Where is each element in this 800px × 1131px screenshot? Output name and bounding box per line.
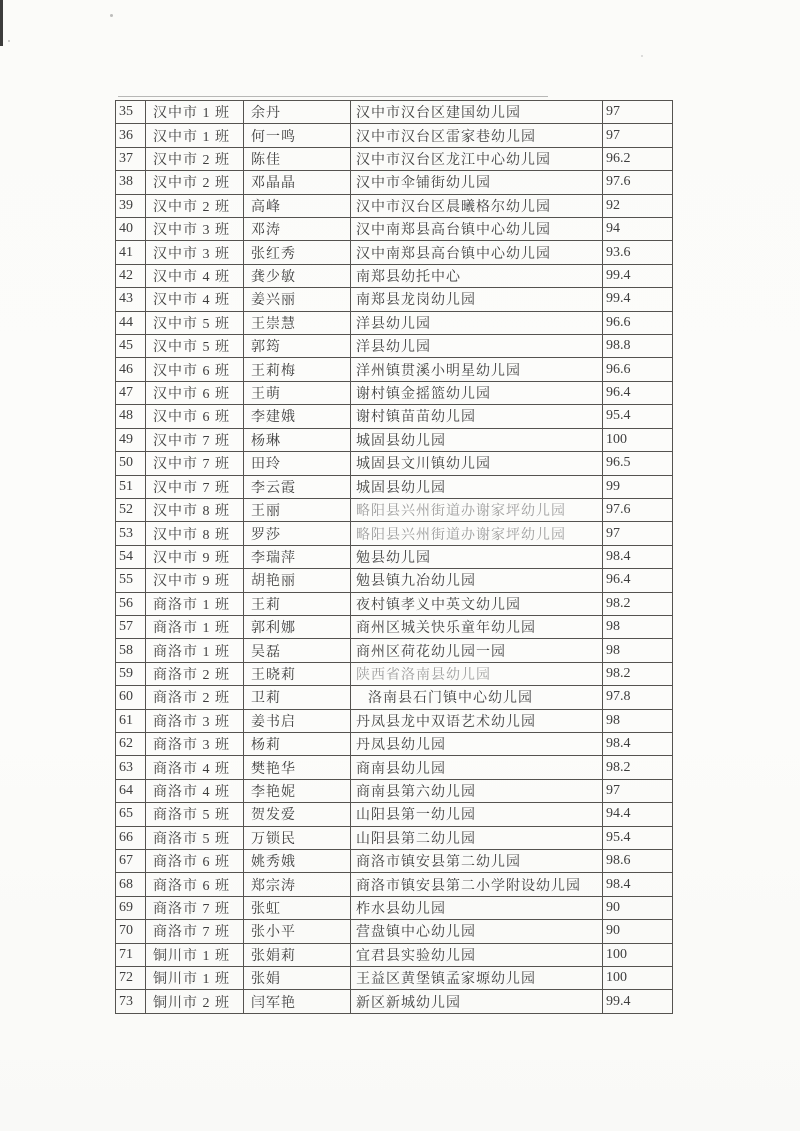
cell-no: 52: [116, 498, 146, 521]
cell-school: 商南县第六幼儿园: [351, 779, 603, 802]
cell-name: 田玲: [244, 452, 351, 475]
table-row: [116, 639, 673, 662]
table-row: [116, 264, 673, 287]
cell-school: 南郑县龙岗幼儿园: [351, 288, 603, 311]
cell-no: 47: [116, 381, 146, 404]
cell-school: 洋州镇贯溪小明星幼儿园: [351, 358, 603, 381]
table-row: [116, 428, 673, 451]
table-row: [116, 218, 673, 241]
cell-class: 汉中市 2 班: [146, 194, 244, 217]
cell-school: 汉中市伞铺街幼儿园: [351, 171, 603, 194]
cell-no: 50: [116, 452, 146, 475]
cell-name: 高峰: [244, 194, 351, 217]
cell-school: 汉中市汉台区建国幼儿园: [351, 101, 603, 124]
table-row: [116, 498, 673, 521]
table-row: [116, 522, 673, 545]
table-body: [116, 101, 673, 1014]
cell-no: 64: [116, 779, 146, 802]
cell-name: 姜书启: [244, 709, 351, 732]
cell-school: 商州区荷花幼儿园一园: [351, 639, 603, 662]
cell-school: 略阳县兴州街道办谢家坪幼儿园: [351, 498, 603, 521]
scan-speck: [110, 14, 113, 17]
table-row: [116, 358, 673, 381]
cell-score: 96.4: [603, 569, 673, 592]
cell-score: 96.2: [603, 147, 673, 170]
table-row: [116, 101, 673, 124]
cell-no: 55: [116, 569, 146, 592]
cell-school: 丹凤县幼儿园: [351, 732, 603, 755]
cell-name: 郭利娜: [244, 615, 351, 638]
table-row: [116, 662, 673, 685]
cell-school: 山阳县第二幼儿园: [351, 826, 603, 849]
cell-class: 商洛市 5 班: [146, 803, 244, 826]
cell-name: 樊艳华: [244, 756, 351, 779]
scan-speck: [641, 55, 643, 57]
table-row: [116, 311, 673, 334]
cell-score: 98.2: [603, 592, 673, 615]
cell-name: 王莉: [244, 592, 351, 615]
table-row: [116, 405, 673, 428]
cell-class: 汉中市 5 班: [146, 311, 244, 334]
cell-class: 汉中市 6 班: [146, 405, 244, 428]
cell-score: 99.4: [603, 990, 673, 1014]
cell-class: 商洛市 6 班: [146, 873, 244, 896]
cell-class: 汉中市 4 班: [146, 264, 244, 287]
cell-score: 90: [603, 920, 673, 943]
cell-class: 商洛市 3 班: [146, 709, 244, 732]
cell-no: 59: [116, 662, 146, 685]
cell-name: 龚少敏: [244, 264, 351, 287]
cell-no: 65: [116, 803, 146, 826]
cell-name: 王萌: [244, 381, 351, 404]
cell-name: 张娟莉: [244, 943, 351, 966]
cell-name: 胡艳丽: [244, 569, 351, 592]
cell-class: 商洛市 1 班: [146, 615, 244, 638]
cell-class: 汉中市 6 班: [146, 358, 244, 381]
cell-name: 杨莉: [244, 732, 351, 755]
cell-school: 城固县幼儿园: [351, 475, 603, 498]
cell-name: 李艳妮: [244, 779, 351, 802]
cell-score: 94: [603, 218, 673, 241]
table-row: [116, 990, 673, 1014]
cell-no: 56: [116, 592, 146, 615]
cell-class: 商洛市 4 班: [146, 779, 244, 802]
table-row: [116, 194, 673, 217]
table-row: [116, 124, 673, 147]
cell-score: 97: [603, 522, 673, 545]
cell-class: 铜川市 1 班: [146, 967, 244, 990]
cell-class: 商洛市 5 班: [146, 826, 244, 849]
cell-no: 70: [116, 920, 146, 943]
cell-score: 99: [603, 475, 673, 498]
cell-school: 陕西省洛南县幼儿园: [351, 662, 603, 685]
cell-score: 98.4: [603, 873, 673, 896]
cell-name: 张娟: [244, 967, 351, 990]
cell-no: 67: [116, 850, 146, 873]
table-row: [116, 592, 673, 615]
table-row: [116, 475, 673, 498]
cell-class: 汉中市 3 班: [146, 218, 244, 241]
table-row: [116, 335, 673, 358]
table-row: [116, 756, 673, 779]
cell-school: 略阳县兴州街道办谢家坪幼儿园: [351, 522, 603, 545]
cell-no: 71: [116, 943, 146, 966]
cell-no: 49: [116, 428, 146, 451]
cell-score: 97: [603, 124, 673, 147]
cell-school: 洋县幼儿园: [351, 311, 603, 334]
cell-school: 汉中市汉台区雷家巷幼儿园: [351, 124, 603, 147]
cell-name: 陈佳: [244, 147, 351, 170]
cell-school: 谢村镇金摇篮幼儿园: [351, 381, 603, 404]
cell-score: 98.8: [603, 335, 673, 358]
cell-class: 商洛市 1 班: [146, 592, 244, 615]
cell-name: 闫军艳: [244, 990, 351, 1014]
cell-school: 勉县镇九冶幼儿园: [351, 569, 603, 592]
table-row: [116, 732, 673, 755]
cell-school: 洛南县石门镇中心幼儿园: [351, 686, 603, 709]
cell-score: 95.4: [603, 405, 673, 428]
cell-school: 汉中南郑县高台镇中心幼儿园: [351, 241, 603, 264]
cell-score: 95.4: [603, 826, 673, 849]
cell-school: 城固县幼儿园: [351, 428, 603, 451]
cell-name: 何一鸣: [244, 124, 351, 147]
cell-class: 汉中市 7 班: [146, 428, 244, 451]
cell-class: 汉中市 5 班: [146, 335, 244, 358]
cell-score: 94.4: [603, 803, 673, 826]
cell-score: 97.6: [603, 498, 673, 521]
cell-no: 48: [116, 405, 146, 428]
cell-class: 铜川市 2 班: [146, 990, 244, 1014]
table-row: [116, 615, 673, 638]
cell-no: 45: [116, 335, 146, 358]
cell-score: 98: [603, 615, 673, 638]
cell-school: 汉中南郑县高台镇中心幼儿园: [351, 218, 603, 241]
cell-class: 汉中市 3 班: [146, 241, 244, 264]
cell-name: 卫莉: [244, 686, 351, 709]
table-row: [116, 943, 673, 966]
cell-no: 53: [116, 522, 146, 545]
table-row: [116, 803, 673, 826]
cell-no: 61: [116, 709, 146, 732]
cell-class: 汉中市 4 班: [146, 288, 244, 311]
cell-no: 46: [116, 358, 146, 381]
table-row: [116, 873, 673, 896]
cell-class: 铜川市 1 班: [146, 943, 244, 966]
cell-no: 43: [116, 288, 146, 311]
cell-name: 吴磊: [244, 639, 351, 662]
cell-no: 69: [116, 896, 146, 919]
cell-school: 商洛市镇安县第二小学附设幼儿园: [351, 873, 603, 896]
cell-name: 郭筠: [244, 335, 351, 358]
cell-school: 南郑县幼托中心: [351, 264, 603, 287]
table-row: [116, 147, 673, 170]
table-row: [116, 288, 673, 311]
cell-class: 商洛市 6 班: [146, 850, 244, 873]
cell-score: 100: [603, 967, 673, 990]
cell-class: 商洛市 1 班: [146, 639, 244, 662]
scan-edge-artifact: [0, 0, 3, 46]
cell-name: 姜兴丽: [244, 288, 351, 311]
cell-score: 97.8: [603, 686, 673, 709]
cell-name: 邓晶晶: [244, 171, 351, 194]
cell-school: 洋县幼儿园: [351, 335, 603, 358]
cell-class: 汉中市 8 班: [146, 498, 244, 521]
cell-score: 98.4: [603, 732, 673, 755]
cell-school: 谢村镇苗苗幼儿园: [351, 405, 603, 428]
cell-name: 张红秀: [244, 241, 351, 264]
cell-school: 夜村镇孝义中英文幼儿园: [351, 592, 603, 615]
table-row: [116, 779, 673, 802]
table-row: [116, 545, 673, 568]
cell-score: 96.5: [603, 452, 673, 475]
cell-school: 柞水县幼儿园: [351, 896, 603, 919]
cell-score: 97.6: [603, 171, 673, 194]
cell-name: 王崇慧: [244, 311, 351, 334]
cell-class: 商洛市 7 班: [146, 920, 244, 943]
cell-name: 贺发爱: [244, 803, 351, 826]
cell-score: 93.6: [603, 241, 673, 264]
cell-name: 李瑞萍: [244, 545, 351, 568]
cell-school: 商州区城关快乐童年幼儿园: [351, 615, 603, 638]
table-row: [116, 920, 673, 943]
cell-name: 王莉梅: [244, 358, 351, 381]
cell-no: 41: [116, 241, 146, 264]
cell-school: 宜君县实验幼儿园: [351, 943, 603, 966]
table-row: [116, 381, 673, 404]
cell-score: 96.6: [603, 311, 673, 334]
cell-no: 44: [116, 311, 146, 334]
cell-no: 36: [116, 124, 146, 147]
cell-school: 丹凤县龙中双语艺术幼儿园: [351, 709, 603, 732]
cell-class: 商洛市 4 班: [146, 756, 244, 779]
cell-no: 66: [116, 826, 146, 849]
cell-name: 姚秀娥: [244, 850, 351, 873]
cell-class: 商洛市 2 班: [146, 662, 244, 685]
table-row: [116, 850, 673, 873]
cell-name: 王丽: [244, 498, 351, 521]
cell-no: 35: [116, 101, 146, 124]
cell-no: 54: [116, 545, 146, 568]
cell-class: 汉中市 1 班: [146, 124, 244, 147]
cell-name: 余丹: [244, 101, 351, 124]
cell-no: 58: [116, 639, 146, 662]
cell-score: 99.4: [603, 288, 673, 311]
cell-name: 罗莎: [244, 522, 351, 545]
cell-class: 汉中市 2 班: [146, 147, 244, 170]
cell-class: 商洛市 2 班: [146, 686, 244, 709]
cell-class: 汉中市 8 班: [146, 522, 244, 545]
cell-no: 38: [116, 171, 146, 194]
cell-score: 98.2: [603, 756, 673, 779]
cell-no: 63: [116, 756, 146, 779]
cell-name: 杨琳: [244, 428, 351, 451]
cell-score: 98: [603, 639, 673, 662]
table-row: [116, 241, 673, 264]
cell-no: 73: [116, 990, 146, 1014]
table-row: [116, 826, 673, 849]
cell-no: 40: [116, 218, 146, 241]
cell-school: 山阳县第一幼儿园: [351, 803, 603, 826]
cell-score: 97: [603, 101, 673, 124]
cell-name: 万锁民: [244, 826, 351, 849]
cell-no: 62: [116, 732, 146, 755]
scan-doubled-border-artifact: [118, 96, 548, 97]
cell-no: 39: [116, 194, 146, 217]
cell-score: 90: [603, 896, 673, 919]
cell-class: 汉中市 9 班: [146, 545, 244, 568]
table-row: [116, 686, 673, 709]
cell-no: 37: [116, 147, 146, 170]
cell-score: 92: [603, 194, 673, 217]
cell-school: 商洛市镇安县第二幼儿园: [351, 850, 603, 873]
cell-no: 60: [116, 686, 146, 709]
cell-class: 汉中市 2 班: [146, 171, 244, 194]
table-row: [116, 896, 673, 919]
cell-school: 商南县幼儿园: [351, 756, 603, 779]
cell-school: 汉中市汉台区晨曦格尔幼儿园: [351, 194, 603, 217]
cell-class: 汉中市 1 班: [146, 101, 244, 124]
scan-speck: [8, 40, 10, 42]
cell-score: 99.4: [603, 264, 673, 287]
cell-score: 98: [603, 709, 673, 732]
cell-name: 李建娥: [244, 405, 351, 428]
cell-name: 张虹: [244, 896, 351, 919]
table-row: [116, 967, 673, 990]
cell-no: 68: [116, 873, 146, 896]
cell-score: 96.6: [603, 358, 673, 381]
cell-score: 100: [603, 428, 673, 451]
cell-no: 42: [116, 264, 146, 287]
cell-score: 98.2: [603, 662, 673, 685]
cell-class: 汉中市 7 班: [146, 475, 244, 498]
cell-school: 汉中市汉台区龙江中心幼儿园: [351, 147, 603, 170]
cell-score: 97: [603, 779, 673, 802]
cell-score: 98.6: [603, 850, 673, 873]
cell-school: 勉县幼儿园: [351, 545, 603, 568]
cell-name: 李云霞: [244, 475, 351, 498]
cell-school: 王益区黄堡镇孟家塬幼儿园: [351, 967, 603, 990]
cell-score: 98.4: [603, 545, 673, 568]
cell-class: 商洛市 3 班: [146, 732, 244, 755]
table-row: [116, 452, 673, 475]
cell-name: 张小平: [244, 920, 351, 943]
table-row: [116, 709, 673, 732]
cell-no: 57: [116, 615, 146, 638]
cell-score: 100: [603, 943, 673, 966]
cell-class: 汉中市 6 班: [146, 381, 244, 404]
cell-name: 郑宗涛: [244, 873, 351, 896]
participant-score-table: [115, 100, 673, 1014]
cell-school: 营盘镇中心幼儿园: [351, 920, 603, 943]
cell-no: 72: [116, 967, 146, 990]
cell-no: 51: [116, 475, 146, 498]
cell-class: 商洛市 7 班: [146, 896, 244, 919]
cell-school: 新区新城幼儿园: [351, 990, 603, 1014]
cell-name: 邓涛: [244, 218, 351, 241]
table-row: [116, 569, 673, 592]
cell-class: 汉中市 9 班: [146, 569, 244, 592]
cell-score: 96.4: [603, 381, 673, 404]
cell-name: 王晓莉: [244, 662, 351, 685]
table-row: [116, 171, 673, 194]
cell-school: 城固县文川镇幼儿园: [351, 452, 603, 475]
cell-class: 汉中市 7 班: [146, 452, 244, 475]
